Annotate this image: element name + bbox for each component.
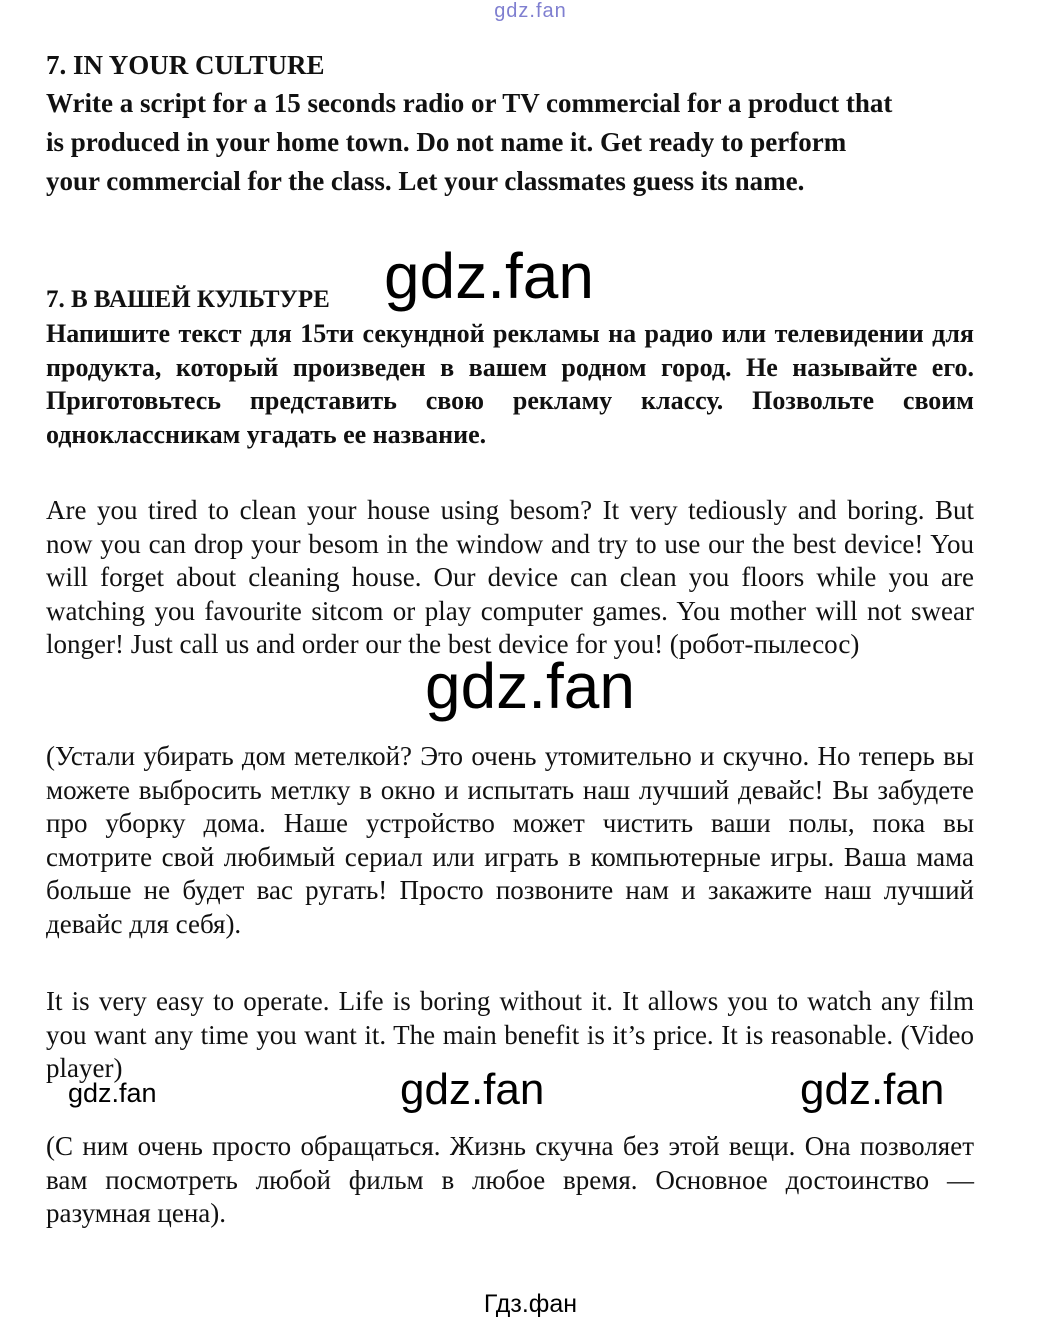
- answer-1-russian-text: (Устали убирать дом метелкой? Это очень утомительно и скучно. Но теперь вы можете выбросить метлку в окно и испытать наш лучший девайс! Вы забудете про уборку дома. Наше устройство может чистить ваши полы, пока вы смотрите свой любимый сериал или играть в компьютерные игры. Ваша мама больше не будет вас ругать! Просто позвоните нам и закажите наш лучший девайс для себя).: [46, 741, 974, 939]
- watermark: gdz.fan: [68, 1078, 157, 1108]
- watermark: gdz.fan: [800, 1065, 945, 1114]
- answer-1-russian: [46, 740, 974, 941]
- answer-2-english-text: It is very easy to operate. Life is boring without it. It allows you to watch any film you want any time you want it. The main benefit is it’s price. It is reasonable. (Video player): [46, 986, 974, 1083]
- russian-task-text: Напишите текст для 15ти секундной рекламы на радио или телевидении для продукта, который произведен в вашем родном город. Не называйте его. Приготовьтесь представить свою рекламу классу. Позвольте своим одноклассникам угадать ее название.: [46, 319, 974, 449]
- answer-2-russian-text: (С ним очень просто обращаться. Жизнь скучна без этой вещи. Она позволяет вам посмотреть любой фильм в любое время. Основное достоинство — разумная цена).: [46, 1131, 974, 1228]
- answer-1-english: [46, 494, 974, 662]
- watermark: gdz.fan: [400, 1065, 545, 1114]
- english-task-heading: 7. IN YOUR CULTURE: [46, 50, 325, 80]
- top-watermark: gdz.fan: [494, 0, 567, 22]
- watermark: gdz.fan: [384, 240, 594, 312]
- english-task: [46, 46, 974, 201]
- russian-task-heading: 7. В ВАШЕЙ КУЛЬТУРЕ: [46, 286, 330, 313]
- answer-2-russian: [46, 1130, 974, 1231]
- footer-watermark: Гдз.фан: [483, 1290, 578, 1318]
- answer-1-english-text: Are you tired to clean your house using besom? It very tediously and boring. But now you can drop your besom in the window and try to use our the best device! You will forget about cleaning house. Our device can clean you floors while you are watching you favourite sitcom or play computer games. You mother will not swear longer! Just call us and order our the best device for you! (робот-пылесос): [46, 495, 974, 659]
- watermark: gdz.fan: [425, 650, 635, 722]
- english-task-line: your commercial for the class. Let your classmates guess its name.: [46, 166, 805, 196]
- english-task-line: Write a script for a 15 seconds radio or TV commercial for a product that: [46, 88, 893, 118]
- english-task-line: is produced in your home town. Do not name it. Get ready to perform: [46, 127, 847, 157]
